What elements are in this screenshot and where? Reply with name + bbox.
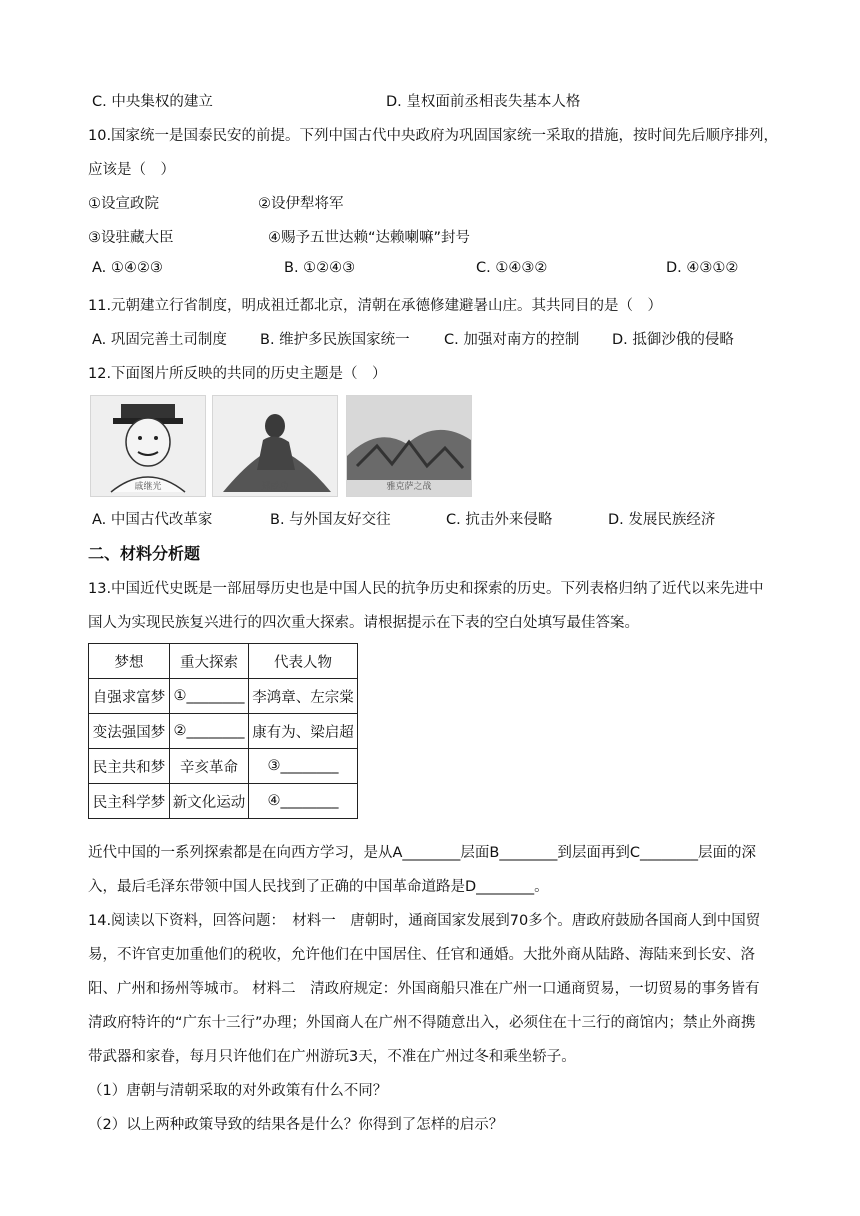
q10-option-d: D. ④③①② [666, 260, 739, 276]
q13-stem-line1: 13.中国近代史既是一部屈辱历史也是中国人民的抗争历史和探索的历史。下列表格归纳了近代以来先进中 [88, 581, 764, 597]
table-cell-blank[interactable]: ②________ [170, 714, 249, 749]
caption-zheng-chenggong: 郑成功 [261, 482, 289, 492]
q12-option-b: B. 与外国友好交往 [270, 512, 391, 528]
exploration-table [88, 643, 358, 819]
q11-stem: 11.元朝建立行省制度，明成祖迁都北京，清朝在承德修建避暑山庄。其共同目的是（ ） [88, 298, 663, 314]
table-cell: 民主科学梦 [89, 784, 170, 819]
painting-battle-of-albazin [346, 395, 472, 497]
q12-option-d: D. 发展民族经济 [608, 512, 716, 528]
q13-stem-line2: 国人为实现民族复兴进行的四次重大探索。请根据提示在下表的空白处填写最佳答案。 [88, 615, 639, 631]
q11-option-b: B. 维护多民族国家统一 [260, 332, 410, 348]
q9-option-d: D. 皇权面前丞相丧失基本人格 [386, 94, 581, 110]
q11-option-a: A. 巩固完善土司制度 [92, 332, 227, 348]
table-cell: 自强求富梦 [89, 679, 170, 714]
q10-stem-line1: 10.国家统一是国泰民安的前提。下列中国古代中央政府为巩固国家统一采取的措施，按时间先后顺序排列， [88, 128, 779, 144]
q14-line1: 14.阅读以下资料，回答问题： 材料一 唐朝时，通商国家发展到70多个。唐政府鼓励各国商人到中国贸 [88, 913, 761, 929]
q10-item-1: ①设宣政院 [88, 196, 159, 212]
q13-after-line1: 近代中国的一系列探索都是在向西方学习，是从A________层面B________到层面再到C________层面的深 [88, 845, 756, 861]
q11-option-d: D. 抵御沙俄的侵略 [612, 332, 734, 348]
q10-item-4: ④赐予五世达赖“达赖喇嘛”封号 [268, 230, 471, 246]
table-cell-blank[interactable]: ③________ [249, 749, 358, 784]
caption-qi-jiguang: 戚继光 [134, 482, 162, 492]
table-row [89, 714, 358, 749]
q14-line3: 阳、广州和扬州等城市。 材料二 清政府规定：外国商船只准在广州一口通商贸易，一切贸易的事务皆有 [88, 981, 760, 997]
q10-option-b: B. ①②④③ [284, 260, 356, 276]
table-row [89, 784, 358, 819]
table-cell-blank[interactable]: ①________ [170, 679, 249, 714]
table-cell: 辛亥革命 [170, 749, 249, 784]
table-cell: 李鸿章、左宗棠 [249, 679, 358, 714]
q9-option-c: C. 中央集权的建立 [92, 94, 213, 110]
section-title: 二、材料分析题 [88, 544, 201, 563]
caption-battle-of-albazin: 雅克萨之战 [386, 482, 432, 492]
q13-after-line2: 入，最后毛泽东带领中国人民找到了正确的中国革命道路是D________。 [88, 879, 549, 895]
q14-line5: 带武器和家眷，每月只许他们在广州游玩3天，不准在广州过冬和乘坐轿子。 [88, 1049, 576, 1065]
q12-option-a: A. 中国古代改革家 [92, 512, 213, 528]
q12-stem: 12.下面图片所反映的共同的历史主题是（ ） [88, 366, 387, 382]
q10-option-a: A. ①④②③ [92, 260, 163, 276]
table-header: 梦想 [89, 644, 170, 679]
table-cell: 变法强国梦 [89, 714, 170, 749]
q10-option-c: C. ①④③② [476, 260, 548, 276]
q11-option-c: C. 加强对南方的控制 [444, 332, 580, 348]
table-header-row [89, 644, 358, 679]
statue-zheng-chenggong [212, 395, 338, 497]
table-header: 代表人物 [249, 644, 358, 679]
table-cell: 民主共和梦 [89, 749, 170, 784]
table-cell: 新文化运动 [170, 784, 249, 819]
q10-stem-line2: 应该是（ ） [88, 162, 175, 178]
table-cell: 康有为、梁启超 [249, 714, 358, 749]
q10-item-3: ③设驻藏大臣 [88, 230, 174, 246]
table-row [89, 749, 358, 784]
q12-option-c: C. 抗击外来侵略 [446, 512, 553, 528]
table-cell-blank[interactable]: ④________ [249, 784, 358, 819]
q10-item-2: ②设伊犁将军 [258, 196, 344, 212]
portrait-qi-jiguang [90, 395, 206, 497]
q14-subquestion-2: （2）以上两种政策导致的结果各是什么？你得到了怎样的启示？ [88, 1117, 504, 1133]
q14-line4: 清政府特许的“广东十三行”办理；外国商人在广州不得随意出入，必须住在十三行的商馆内；禁止外商携 [88, 1015, 756, 1031]
q14-subquestion-1: （1）唐朝与清朝采取的对外政策有什么不同？ [88, 1083, 388, 1099]
table-header: 重大探索 [170, 644, 249, 679]
q14-line2: 易，不许官吏加重他们的税收，允许他们在中国居住、任官和通婚。大批外商从陆路、海陆来到长安、洛 [88, 947, 755, 963]
table-row [89, 679, 358, 714]
